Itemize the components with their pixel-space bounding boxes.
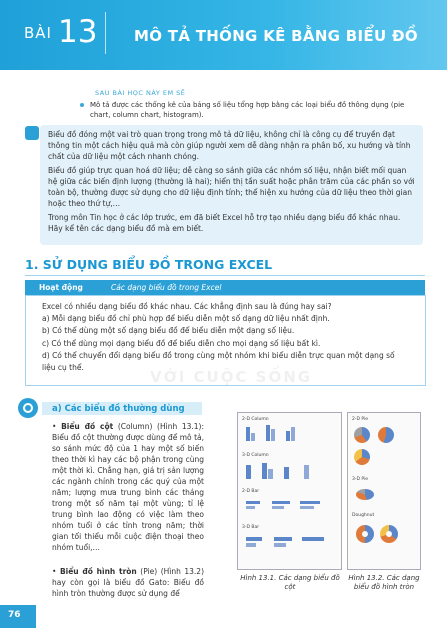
pie-icon bbox=[354, 449, 370, 465]
subsection-icon bbox=[18, 398, 38, 418]
fig2-group-label: Doughnut bbox=[352, 513, 375, 518]
objectives-title: SAU BÀI HỌC NÀY EM SẼ bbox=[95, 89, 186, 97]
lesson-word: BÀI bbox=[24, 24, 52, 42]
fig1-bar bbox=[302, 537, 324, 541]
intro-paragraph-3: Trong môn Tin học ở các lớp trước, em đã biết Excel hỗ trợ tạo nhiều dạng biểu đồ khác nhau. Hãy kể tên các dạng biểu đồ mà em biết. bbox=[48, 213, 401, 233]
figure-column-types bbox=[237, 412, 342, 570]
fig1-bar bbox=[291, 427, 295, 441]
pie-icon bbox=[354, 427, 370, 443]
objective-text: Mô tả được các thống kê của bảng số liệu tổng hợp bằng các loại biểu đồ thông dụng (pie chart, column chart, histogram). bbox=[90, 101, 405, 119]
lesson-title: MÔ TẢ THỐNG KÊ BẰNG BIỂU ĐỒ bbox=[134, 27, 418, 45]
fig1-bar bbox=[246, 465, 251, 479]
fig1-bar bbox=[284, 467, 289, 479]
fig1-bar bbox=[300, 506, 314, 509]
pie-chart-paragraph: • Biểu đồ hình tròn (Pie) (Hình 13.2) hay còn gọi là biểu đồ Gato: Biểu đồ hình tròn thường được sử dụng để bbox=[52, 567, 204, 598]
page-number-tab bbox=[0, 605, 36, 628]
watermark: VỚI CUỘC SỐNG bbox=[150, 368, 313, 386]
header-divider bbox=[105, 12, 106, 54]
fig1-bar bbox=[272, 506, 284, 509]
column-description: (Column) (Hình 13.1): Biểu đồ cột thường được dùng để mô tả, so sánh mức độ của 1 hay một số biến theo thời kì hay các bộ phận trong cùng một thời kì. Chẳng hạn, giá trị sản lượng các ngành chính trong các quý của một năm; lượng mưa trung bình các tháng trong một số năm tại một vùng; tỉ lệ trung bình lao động có việc làm theo nhóm tuổi ở các tỉnh trong năm; thời gian tối thiểu mỗi cuộc điện thoại theo nhóm tuổi,… bbox=[52, 422, 204, 552]
fig1-group-label: 2-D Bar bbox=[242, 489, 260, 494]
fig1-bar bbox=[246, 501, 260, 504]
fig1-group-label: 3-D Bar bbox=[242, 525, 260, 530]
activity-label: Hoạt động bbox=[39, 283, 83, 292]
figure-13-1-caption: Hình 13.1. Các dạng biểu đồ cột bbox=[240, 574, 340, 591]
activity-line-4: c) Có thể dùng mọi dạng biểu đồ để biểu diễn cho mọi dạng số liệu bất kì. bbox=[42, 338, 321, 348]
column-term: Biểu đồ cột bbox=[61, 422, 114, 431]
activity-line-2: a) Mỗi dạng biểu đồ chỉ phù hợp để biểu diễn một số dạng dữ liệu nhất định. bbox=[42, 314, 330, 324]
pie-term: Biểu đồ hình tròn bbox=[59, 567, 137, 576]
pie-icon bbox=[356, 489, 374, 500]
fig1-bar bbox=[262, 463, 267, 479]
fig1-bar bbox=[266, 425, 270, 441]
intro-paragraph-2: Biểu đồ giúp trực quan hoá dữ liệu; dễ càng so sánh giữa các nhóm số liệu, nhận biết mối quan hệ giữa các biến định lượng (thường là hai); hiển thị tần suất hoặc phân trăm của các phần so với toàn bộ, thường được sử dụng cho dữ liệu định tính; thể hiện xu hướng của dữ liệu theo thời gian hoặc theo thứ tự,… bbox=[48, 166, 415, 208]
fig1-group-label: 2-D Column bbox=[242, 417, 269, 422]
fig1-bar bbox=[272, 501, 290, 504]
fig1-bar bbox=[286, 431, 290, 441]
activity-line-3: b) Có thể dùng một số dạng biểu đồ để biểu diễn một dạng số liệu. bbox=[42, 326, 295, 336]
section-title: 1. SỬ DỤNG BIỂU ĐỒ TRONG EXCEL bbox=[25, 257, 273, 272]
fig1-bar bbox=[304, 465, 309, 479]
section-underline bbox=[25, 275, 425, 276]
bullet-icon bbox=[80, 103, 84, 107]
intro-paragraph-1: Biểu đồ đóng một vai trò quan trọng trong mô tả dữ liệu, không chỉ là công cụ để truyền đạt thông tin một cách hiệu quả mà còn giúp người xem dễ dàng nhận ra phân bố, xu hướng và tính chất của dữ liệu một cách nhanh chóng. bbox=[48, 130, 411, 161]
fig1-bar bbox=[246, 427, 250, 441]
fig2-group-label: 3-D Pie bbox=[352, 477, 369, 482]
fig1-bar bbox=[274, 543, 286, 547]
activity-header bbox=[25, 280, 425, 295]
pie-description: (Pie) (Hình 13.2) hay còn gọi là biểu đồ Gato: Biểu đồ hình tròn thường được sử dụng để bbox=[52, 567, 204, 598]
figure-13-2-caption: Hình 13.2. Các dạng biểu đồ hình tròn bbox=[348, 574, 420, 591]
fig1-bar bbox=[246, 543, 256, 547]
fig1-bar bbox=[251, 433, 255, 441]
objective-item bbox=[80, 100, 420, 120]
doughnut-hole bbox=[386, 531, 392, 537]
figure-pie-types bbox=[347, 412, 421, 570]
fig1-bar bbox=[271, 429, 275, 441]
fig2-group-label: 2-D Pie bbox=[352, 417, 369, 422]
fig1-bar bbox=[268, 469, 273, 479]
subsection-title: a) Các biểu đồ thường dùng bbox=[52, 404, 185, 414]
fig1-bar bbox=[300, 501, 320, 504]
activity-line-5: d) Có thể chuyển đổi dạng biểu đồ trong cùng một nhóm khi biểu diễn trực quan một dạng số liệu cụ thể. bbox=[42, 350, 395, 373]
lesson-number: 13 bbox=[58, 14, 98, 50]
column-chart-paragraph: • Biểu đồ cột (Column) (Hình 13.1): Biểu đồ cột thường được dùng để mô tả, so sánh mức độ của 1 hay một số biến theo thời kì hay các bộ phận trong cùng một thời kì. Chẳng hạn, giá trị sản lượng các ngành chính trong các quý của một năm; lượng mưa trung bình các tháng trong một số năm tại một vùng; tỉ lệ trung bình lao động có việc làm theo nhóm tuổi ở các tỉnh trong năm; thời gian tối thiểu mỗi cuộc điện thoại theo nhóm tuổi,… bbox=[52, 422, 204, 552]
activity-line-1: Excel có nhiều dạng biểu đồ khác nhau. Các khẳng định sau là đúng hay sai? bbox=[42, 302, 332, 311]
fig1-bar bbox=[246, 506, 255, 509]
fig1-group-label: 3-D Column bbox=[242, 453, 269, 458]
lesson-header bbox=[0, 0, 447, 70]
fig1-bar bbox=[274, 537, 292, 541]
fig1-bar bbox=[246, 537, 262, 541]
intro-icon bbox=[25, 126, 39, 140]
doughnut-hole bbox=[362, 531, 368, 537]
page-number: 76 bbox=[8, 610, 21, 620]
activity-title: Các dạng biểu đồ trong Excel bbox=[111, 283, 222, 292]
pie-icon bbox=[378, 427, 394, 443]
intro-box bbox=[40, 125, 423, 245]
